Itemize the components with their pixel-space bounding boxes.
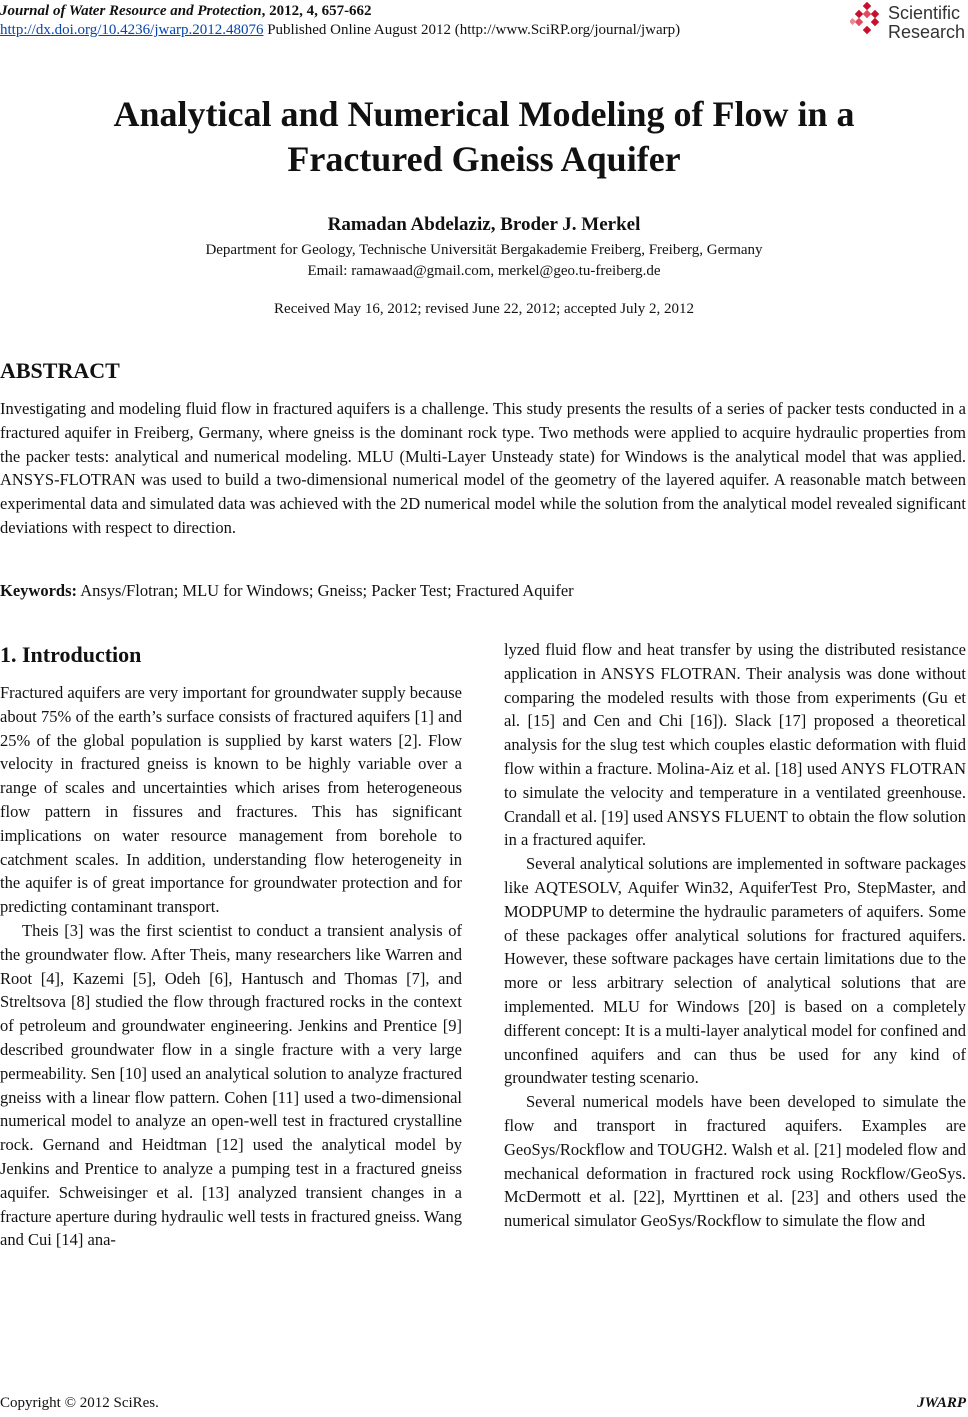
paragraph: Theis [3] was the first scientist to conduct a transient analysis of the groundwater flow. After Theis, many researchers like Warren and Root [4], Kazemi [5], Odeh [6], Hantusch and Thomas [7], and Streltsova [8] studied the flow through fractured rocks in the context of petroleum and groundwater engineering. Jenkins and Prentice [9] described groundwater flow in a single fracture with a very large permeability. Sen [10] used an analytical solution to analyze fractured gneiss with a linear flow pattern. Cohen [11] used a two-dimensional numerical model to analyze an open-well test in fractured crystalline rock. Gernand and Heidtman [12] used the analytical model by Jenkins and Prentice to analyze a pumping test in a fractured gneiss aquifer. Schweisinger et al. [13] analyzed transient changes in a fracture aperture during hydraulic well tests in fractured gneiss. Wang and Cui [14] ana-	[0, 920, 462, 1250]
abstract-heading: ABSTRACT	[0, 358, 120, 383]
journal-citation	[0, 2, 680, 21]
authors: Ramadan Abdelaziz, Broder J. Merkel	[327, 214, 641, 235]
logo-word-scientific: Scientific	[888, 3, 961, 23]
journal-header	[0, 2, 680, 40]
right-column	[504, 638, 966, 1233]
journal-doi-line	[0, 21, 680, 40]
title-line-2: Fractured Gneiss Aquifer	[287, 139, 681, 179]
keywords-label: Keywords:	[0, 581, 77, 600]
keywords-list: Ansys/Flotran; MLU for Windows; Gneiss; Packer Test; Fractured Aquifer	[77, 581, 574, 600]
logo-word-research: Research	[888, 22, 966, 42]
paragraph: Several analytical solutions are implemented in software packages like AQTESOLV, Aquifer Win32, AquiferTest Pro, StepMaster, and MODPUMP to determine the hydraulic parameters of aquifers. Some of these packages offer analytical solutions for fractured aquifers. However, these software packages have certain limitations due to the more or less arbitrary selection of analytical solutions that are implemented. MLU for Windows [20] is based on a completely different concept: It is a multi-layer analytical model for confined and unconfined aquifers and can thus be used for any kind of groundwater testing scenario.	[504, 854, 966, 1088]
paper-title	[0, 92, 968, 182]
footer-copyright: Copyright © 2012 SciRes.	[0, 1395, 159, 1411]
received-dates: Received May 16, 2012; revised June 22, 2012; accepted July 2, 2012	[274, 301, 694, 317]
journal-name: Journal of Water Resource and Protection	[0, 3, 262, 19]
title-line-1: Analytical and Numerical Modeling of Flow in a	[113, 94, 855, 134]
keywords	[0, 581, 966, 601]
paragraph: Several numerical models have been developed to simulate the flow and transport in fractured aquifers. Examples are GeoSys/Rockflow and TOUGH2. Walsh et al. [21] modeled flow and mechanical deformation in fractured rock using Rockflow/GeoSys. McDermott et al. [22], Myrttinen et al. [23] and others used the numerical simulator GeoSys/Rockflow to simulate the flow and	[504, 1092, 966, 1231]
email: Email: ramawaad@gmail.com, merkel@geo.tu-freiberg.de	[307, 263, 661, 279]
section-heading-introduction: 1. Introduction	[0, 642, 142, 667]
paragraph: Fractured aquifers are very important for groundwater supply because about 75% of the earth’s surface consists of fractured aquifers [1] and 25% of the global population is supplied by karst waters [2]. Flow velocity in fractured gneiss is known to be highly variable over a range of scales and uncertainties which arises from heterogeneous flow pattern in fissures and fractures. This has significant implications on water resource management from borehole to catchment scales. In addition, understanding flow heterogeneity in the aquifer is of great importance for groundwater protection and for predicting contaminant transport.	[0, 683, 462, 917]
affiliation: Department for Geology, Technische Universität Bergakademie Freiberg, Freiberg, Germany	[205, 242, 763, 258]
publisher-logo	[850, 2, 968, 42]
affiliation-block	[0, 240, 968, 282]
footer-journal: JWARP	[917, 1395, 966, 1411]
paragraph: lyzed fluid flow and heat transfer by using the distributed resistance application in ANSYS FLOTRAN. Their analysis was done without comparing the modeled results with those from experiments (Gu et al. [15] and Cen and Chi [16]). Slack [17] proposed a theoretical analysis for the slug test which couples elastic deformation with fluid flow within a fracture. Molina-Aiz et al. [18] used ANYS FLOTRAN to simulate the velocity and temperature in a ventilated greenhouse. Crandall et al. [19] used ANSYS FLUENT to obtain the flow solution in a fractured aquifer.	[504, 640, 966, 850]
journal-issue: , 2012, 4, 657-662	[261, 3, 372, 19]
published-note: Published Online August 2012 (http://www.SciRP.org/journal/jwarp)	[263, 22, 681, 38]
left-column	[0, 681, 462, 1252]
doi-link[interactable]: http://dx.doi.org/10.4236/jwarp.2012.48076	[0, 22, 264, 38]
abstract-text: Investigating and modeling fluid flow in fractured aquifers is a challenge. This study presents the results of a series of packer tests conducted in a fractured aquifer in Freiberg, Germany, where gneiss is the dominant rock type. Two methods were applied to acquire hydraulic properties from the packer tests: analytical and numerical modeling. MLU (Multi-Layer Unsteady state) for Windows is the analytical model that was applied. ANSYS-FLOTRAN was used to build a two-dimensional numerical model of the geometry of the layered aquifer. A reasonable match between experimental data and simulated data was achieved with the 2D numerical model while the solution from the analytical model revealed significant deviations with respect to direction.	[0, 399, 966, 537]
publisher-logo-icon	[850, 2, 884, 38]
